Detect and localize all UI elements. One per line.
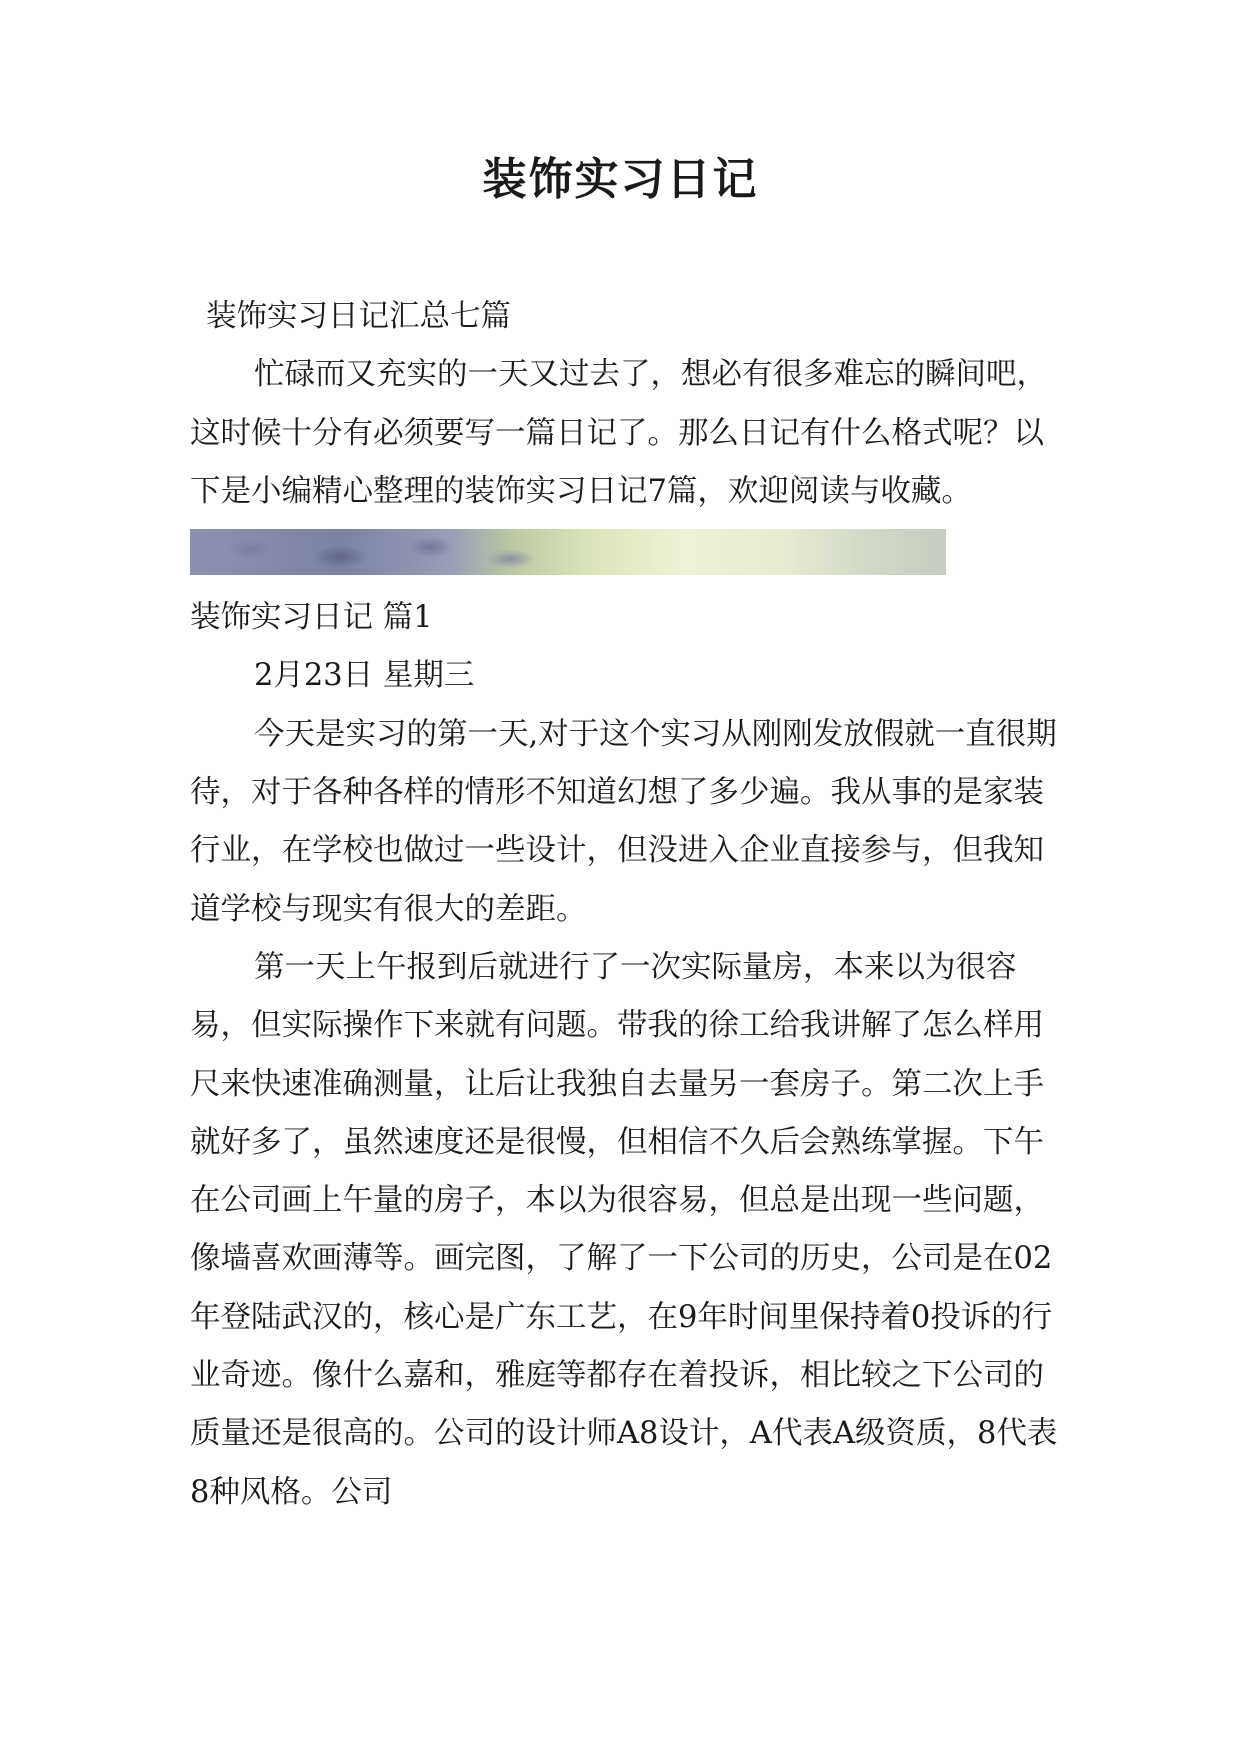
body-paragraph-1: 今天是实习的第一天,对于这个实习从刚刚发放假就一直很期待，对于各种各样的情形不知道幻想了多少遍。我从事的是家装行业，在学校也做过一些设计，但没进入企业直接参与，但我知道学校与现实有很大的差距。 bbox=[190, 716, 1057, 927]
intro-paragraph: 忙碌而又充实的一天又过去了，想必有很多难忘的瞬间吧，这时候十分有必须要写一篇日记了。那么日记有什么格式呢？以下是小编精心整理的装饰实习日记7篇，欢迎阅读与收藏。 bbox=[190, 357, 1047, 509]
diary-date: 2月23日 星期三 bbox=[254, 658, 475, 694]
document-title: 装饰实习日记 bbox=[482, 154, 759, 205]
document-body bbox=[190, 288, 1060, 1522]
document-subtitle: 装饰实习日记汇总七篇 bbox=[206, 299, 511, 334]
decorative-banner-image bbox=[190, 529, 946, 575]
body-paragraph-2: 第一天上午报到后就进行了一次实际量房，本来以为很容易，但实际操作下来就有问题。带我的徐工给我讲解了怎么样用尺来快速准确测量，让后让我独自去量另一套房子。第二次上手就好多了，虽然速度还是很慢，但相信不久后会熟练掌握。下午在公司画上午量的房子，本以为很容易，但总是出现一些问题，像墙喜欢画薄等。画完图，了解了一下公司的历史，公司是在02年登陆武汉的，核心是广东工艺，在9年时间里保持着0投诉的行业奇迹。像什么嘉和，雅庭等都存在着投诉，相比较之下公司的质量还是很高的。公司的设计师A8设计，A代表A级资质，8代表8种风格。公司 bbox=[190, 949, 1058, 1510]
section-heading: 装饰实习日记 篇1 bbox=[190, 600, 433, 636]
